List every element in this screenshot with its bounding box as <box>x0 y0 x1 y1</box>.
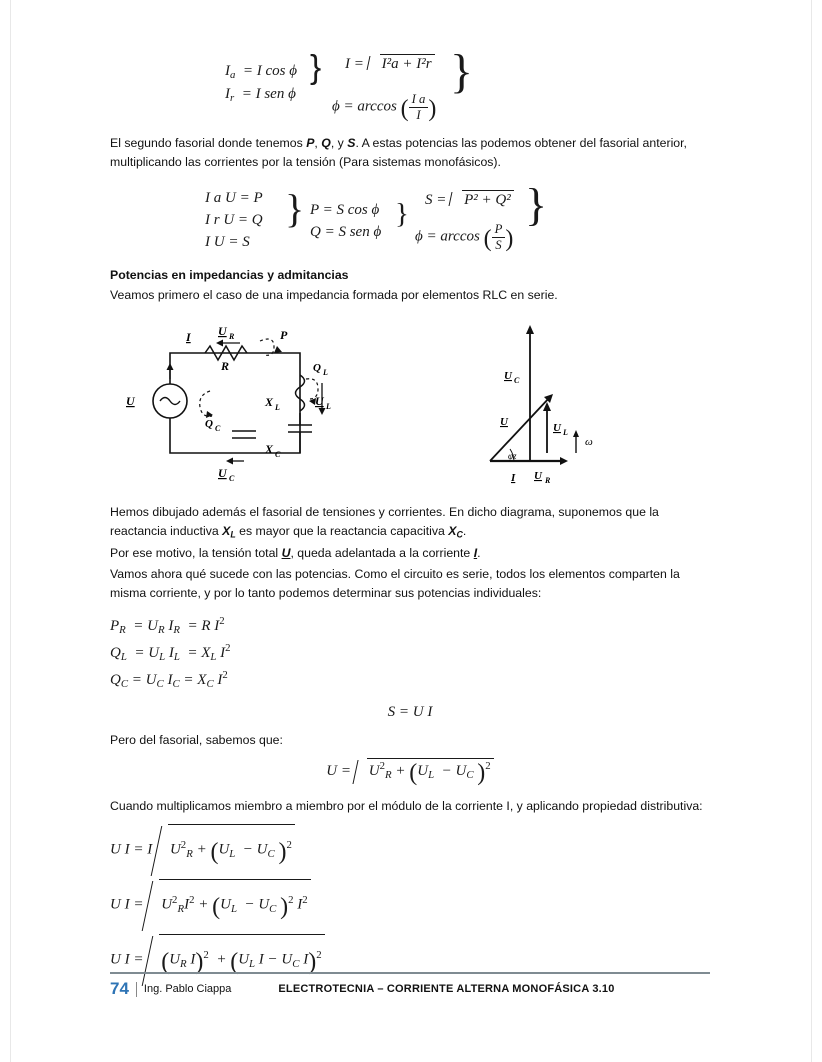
paragraph-4: Por ese motivo, la tensión total U, queda adelantada a la corriente I. <box>110 546 481 561</box>
eq1-ia-rhs: = I cos ϕ <box>242 63 298 79</box>
page-edge-left <box>10 0 11 1062</box>
eq-UI-3-radicand: ($U_R$ $I)^2 + (U_L$ $I - U_C$ I)$^2$ <box>159 934 324 989</box>
eq-UI-1 <box>110 824 710 879</box>
label-XL: X <box>265 395 274 410</box>
eq-S-UI: S = U I <box>387 703 433 720</box>
eq-U-fasorial-lhs: U = <box>326 762 352 779</box>
eq1-I-lhs: I = <box>345 56 364 72</box>
phasor-label-UC-sub: C <box>514 376 520 386</box>
page-edge-right <box>811 0 812 1062</box>
eq1-ia: I <box>225 63 230 79</box>
eq-U-fasorial-radicand: $U^2_R + (U_L - U_C$ )$^2$ <box>367 758 494 787</box>
phasor-label-UL-sub: L <box>563 428 568 438</box>
eq1-ir-sub: r <box>230 92 235 105</box>
eq-U-fasorial <box>110 758 710 787</box>
brace-5: } <box>525 179 548 231</box>
brace-3: } <box>285 186 305 232</box>
paragraph-5: Vamos ahora qué sucede con las potencias. Como el circuito es serie, todos los elementos comparten la misma corriente, y por lo tanto podemos determinar sus potencias individuales: <box>110 567 680 601</box>
eq-UI-3-lhs: U I = <box>110 951 144 968</box>
page-number: 74 <box>110 979 129 998</box>
phasor-label-UR-sub: R <box>545 476 551 486</box>
eq-UI-1-lhs: U I = I <box>110 841 153 858</box>
label-P: P <box>280 328 288 343</box>
eq-UI-2 <box>110 879 710 934</box>
distributive-equations <box>110 824 710 988</box>
eq2-l3: I U = S <box>205 233 250 250</box>
eq1-phi-lhs: ϕ = arccos <box>332 98 397 115</box>
paragraph-1: El segundo fasorial donde tenemos P, Q, y S. A estas potencias las podemos obtener del fasorial anterior, multiplicando las corrientes por la tensión (Para sistemas monofásicos). <box>110 136 687 170</box>
eq1-phi-num: I a <box>409 92 429 108</box>
eq2-S-lhs: S = <box>425 192 447 209</box>
eq1-ir: I <box>225 86 230 103</box>
label-UL: U <box>315 394 324 409</box>
phasor-label-omega: ω <box>585 436 593 449</box>
figure-svg <box>110 313 710 493</box>
eq-UI-1-radicand: $U^2_R + (U_L - U_C$ )$^2$ <box>168 824 295 879</box>
equation-group-2: I a U = P I r U = Q I U = S } P = S cos ϕ Q = S sen ϕ } S = P² + Q² ϕ = arccos ( $\frac{P}{S}$ ) } <box>205 179 548 252</box>
eq2-S-radicand: P² + Q² <box>462 190 514 209</box>
footer-separator <box>136 982 137 997</box>
eq1-phi-den: I <box>416 107 421 122</box>
phasor-label-phi: φz <box>508 451 517 462</box>
label-UR-sub: R <box>229 332 235 342</box>
label-XL-sub: L <box>275 403 280 413</box>
eq2-m1: P = S cos ϕ <box>310 202 380 219</box>
phasor-label-I: I <box>511 472 516 485</box>
eq2-phi-lhs: ϕ = arccos <box>415 228 480 245</box>
label-UR: U <box>218 324 227 339</box>
eq-UI-2-lhs: U I = <box>110 896 144 913</box>
page-footer <box>110 972 710 999</box>
eq1-I-radicand: I²a + I²r <box>380 54 435 73</box>
footer-author: Ing. Pablo Ciappa <box>143 983 232 995</box>
paragraph-6: Pero del fasorial, sabemos que: <box>110 732 283 747</box>
brace-1: } <box>310 49 322 86</box>
label-I: I <box>186 330 191 345</box>
label-U: U <box>126 394 135 409</box>
section-heading: Potencias en impedancias y admitancias <box>110 268 349 283</box>
eq1-ir-rhs: = I sen ϕ <box>241 86 296 103</box>
label-R: R <box>221 359 230 374</box>
brace-2: } <box>450 45 474 98</box>
eq2-l2: I r U = Q <box>205 211 263 228</box>
label-XC-sub: C <box>275 450 281 460</box>
label-UC: U <box>218 466 227 481</box>
label-QL-sub: L <box>323 368 328 378</box>
eq1-ia-sub: a <box>230 69 236 82</box>
page-content <box>110 40 710 989</box>
eq-PR: $P_R = U_R$ $I_R = R$ $I^2$ <box>110 614 225 636</box>
eq-QC: $Q_C = U_C$ $I_C = X_C$ $I^2$ <box>110 669 228 691</box>
power-equations <box>110 612 710 694</box>
label-UC-sub: C <box>229 474 235 484</box>
paragraph-7: Cuando multiplicamos miembro a miembro por el módulo de la corriente I, y aplicando propiedad distributiva: <box>110 799 703 814</box>
eq-UI-2-radicand: $U^2_RI^2 + (U_L - U_C$ )$^2$ $I^2$ <box>159 879 310 934</box>
eq2-phi-num: P <box>492 222 506 238</box>
footer-title: ELECTROTECNIA – CORRIENTE ALTERNA MONOFÁSICA 3.10 <box>278 983 615 995</box>
phasor-label-UL: U <box>553 422 561 435</box>
brace-4: } <box>395 198 409 231</box>
label-UL-sub: L <box>326 402 331 412</box>
phasor-label-U: U <box>500 416 508 429</box>
footer-divider <box>110 972 710 974</box>
label-QC: Q <box>205 418 213 431</box>
eq-QL: $Q_L = U_L$ $I_L = X_L$ $I^2$ <box>110 641 231 663</box>
label-QC-sub: C <box>215 424 221 434</box>
eq2-m2: Q = S sen ϕ <box>310 223 382 240</box>
label-XC: X <box>265 442 274 457</box>
phasor-label-UC: U <box>504 370 512 383</box>
figure-circuit-and-phasor <box>110 313 710 493</box>
phasor-label-UR: U <box>534 470 542 483</box>
eq2-phi-den: S <box>495 237 502 252</box>
paragraph-3: Hemos dibujado además el fasorial de tensiones y corrientes. En dicho diagrama, suponemos que la reactancia inductiva $X_L$ es mayor que la reactancia capacitiva $X_C$. <box>110 505 659 540</box>
equation-group-1: $I_a = I$ cos ϕ $I_r = I$ sen ϕ } I = I²a + I²r ϕ = arccos ( $\frac{\text{I a}}{I}$ ) } <box>225 45 474 122</box>
label-QL: Q <box>313 362 321 375</box>
eq2-l1: I a U = P <box>205 190 263 207</box>
paragraph-2: Veamos primero el caso de una impedancia formada por elementos RLC en serie. <box>110 288 558 303</box>
